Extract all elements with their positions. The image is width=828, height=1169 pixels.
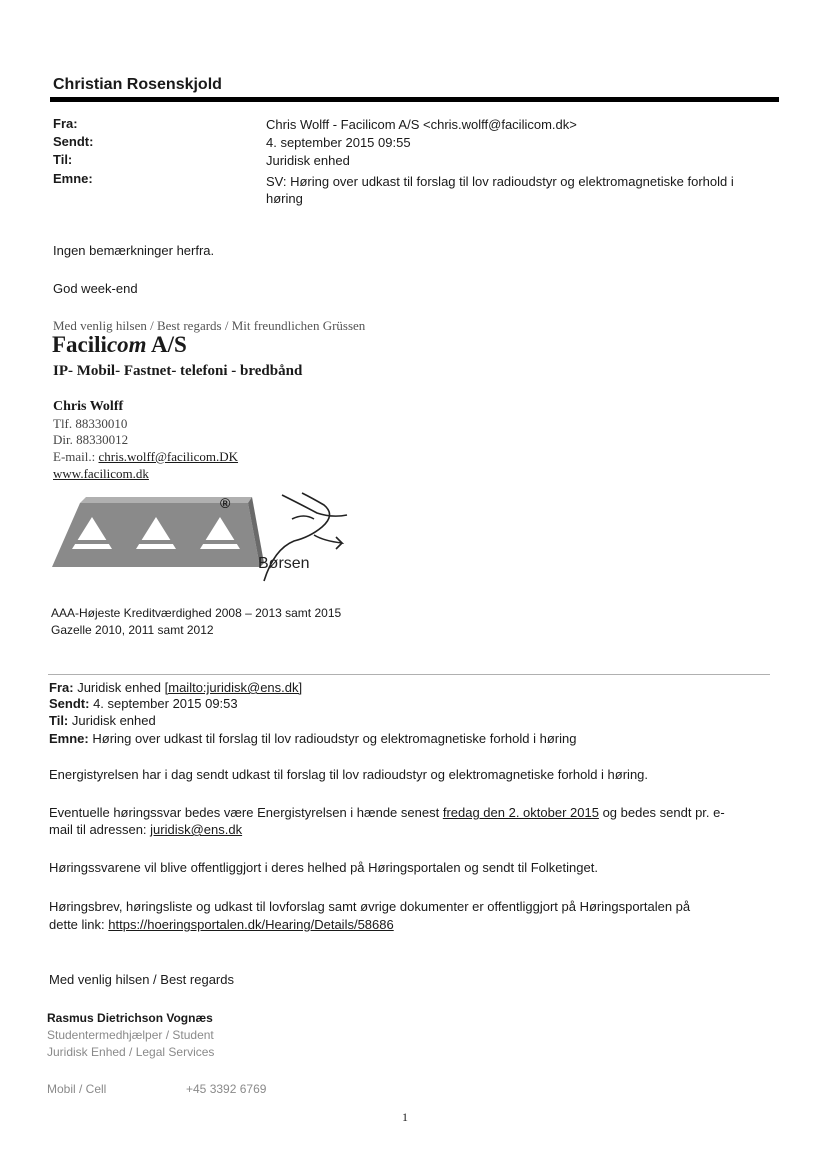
subject-label: Emne: <box>53 171 93 186</box>
fwd-paragraph-2-text-a: Eventuelle høringssvar bedes være Energistyrelsen i hænde senest <box>49 805 443 820</box>
fwd-paragraph-2-line2 <box>49 821 242 839</box>
fwd-from-value: Juridisk enhed <box>77 680 162 695</box>
fwd-paragraph-4-line2 <box>49 916 394 934</box>
fwd-deadline-date: fredag den 2. oktober 2015 <box>442 805 599 820</box>
signature-email-prefix: E-mail.: <box>53 449 99 464</box>
fwd-signature-mobile-label: Mobil / Cell <box>47 1082 107 1096</box>
signature-email-link[interactable]: chris.wolff@facilicom.DK <box>98 449 239 464</box>
aaa-logo <box>52 485 362 605</box>
subject-value-line1: SV: Høring over udkast til forslag til lov radioudstyr og elektromagnetiske forhold i <box>266 174 734 189</box>
signature-email-line <box>53 449 238 465</box>
fwd-paragraph-2-text-c: mail til adressen: <box>49 822 151 837</box>
fwd-to-value: Juridisk enhed <box>71 713 156 728</box>
fwd-signature-dept: Juridisk Enhed / Legal Services <box>47 1045 215 1059</box>
fwd-to-label: Til: <box>49 713 69 728</box>
aaa-logo-brand: Børsen <box>258 555 310 572</box>
fwd-sent-value: 4. september 2015 09:53 <box>93 696 238 711</box>
company-tagline: IP- Mobil- Fastnet- telefoni - bredbånd <box>53 363 303 379</box>
page-number: 1 <box>402 1110 408 1124</box>
signature-greeting: Med venlig hilsen / Best regards / Mit freundlichen Grüssen <box>53 318 366 333</box>
fwd-from-label: Fra: <box>49 680 74 695</box>
body-line-2: God week-end <box>53 281 138 296</box>
fwd-to-line <box>49 712 156 730</box>
body-line-1: Ingen bemærkninger herfra. <box>53 243 215 258</box>
email-separator <box>48 674 770 675</box>
header-rule <box>50 97 779 102</box>
fwd-subject-line <box>49 730 576 748</box>
fwd-subject-value: Høring over udkast til forslag til lov radioudstyr og elektromagnetiske forhold i høring <box>92 731 577 746</box>
fwd-paragraph-4-text-b: dette link: <box>49 917 109 932</box>
company-name-part1: Facili <box>52 332 107 357</box>
fwd-subject-label: Emne: <box>49 731 89 746</box>
fwd-closing: Med venlig hilsen / Best regards <box>49 972 234 987</box>
sent-label: Sendt: <box>53 134 94 149</box>
aaa-logo-graphic <box>52 485 362 605</box>
company-name <box>52 332 187 358</box>
fwd-paragraph-3: Høringssvarene vil blive offentliggjort i deres helhed på Høringsportalen og sendt til Folketinget. <box>49 860 598 875</box>
credit-rating-line2: Gazelle 2010, 2011 samt 2012 <box>51 623 214 637</box>
fwd-signature-mobile-value: +45 3392 6769 <box>186 1082 267 1096</box>
credit-rating-line1: AAA-Højeste Kreditværdighed 2008 – 2013 samt 2015 <box>51 606 342 620</box>
fwd-signature-name: Rasmus Dietrichson Vognæs <box>47 1011 213 1025</box>
website-link[interactable]: www.facilicom.dk <box>53 466 149 481</box>
to-value: Juridisk enhed <box>266 153 350 168</box>
from-label: Fra: <box>53 116 78 131</box>
fwd-paragraph-2-line1 <box>49 804 725 822</box>
to-label: Til: <box>53 152 73 167</box>
subject-value-line2: høring <box>266 191 303 206</box>
fwd-paragraph-2-text-b: og bedes sendt pr. e- <box>598 805 725 820</box>
fwd-reply-email-link[interactable]: juridisk@ens.dk <box>150 822 243 837</box>
signature-phone: Tlf. 88330010 <box>53 416 128 431</box>
from-value: Chris Wolff - Facilicom A/S <chris.wolff@facilicom.dk> <box>266 117 577 132</box>
fwd-signature-title: Studentermedhjælper / Student <box>47 1028 214 1042</box>
signature-person: Chris Wolff <box>53 399 124 414</box>
aaa-logo-reg: ® <box>220 495 231 511</box>
fwd-paragraph-1: Energistyrelsen har i dag sendt udkast til forslag til lov radioudstyr og elektromagnetiske forhold i høring. <box>49 767 649 782</box>
sent-value: 4. september 2015 09:55 <box>266 135 411 150</box>
signature-direct: Dir. 88330012 <box>53 432 129 447</box>
fwd-from-mailto[interactable]: [mailto:juridisk@ens.dk] <box>164 680 303 695</box>
fwd-paragraph-4-line1: Høringsbrev, høringsliste og udkast til lovforslag samt øvrige dokumenter er offentliggjort på Høringsportalen på <box>49 899 691 914</box>
hearing-portal-link[interactable]: https://hoeringsportalen.dk/Hearing/Details/58686 <box>108 917 394 932</box>
fwd-sent-label: Sendt: <box>49 696 90 711</box>
company-name-part2: com <box>106 332 147 357</box>
company-name-part3: A/S <box>146 332 187 357</box>
sender-name-header: Christian Rosenskjold <box>53 76 222 93</box>
fwd-sent-line <box>49 695 238 713</box>
